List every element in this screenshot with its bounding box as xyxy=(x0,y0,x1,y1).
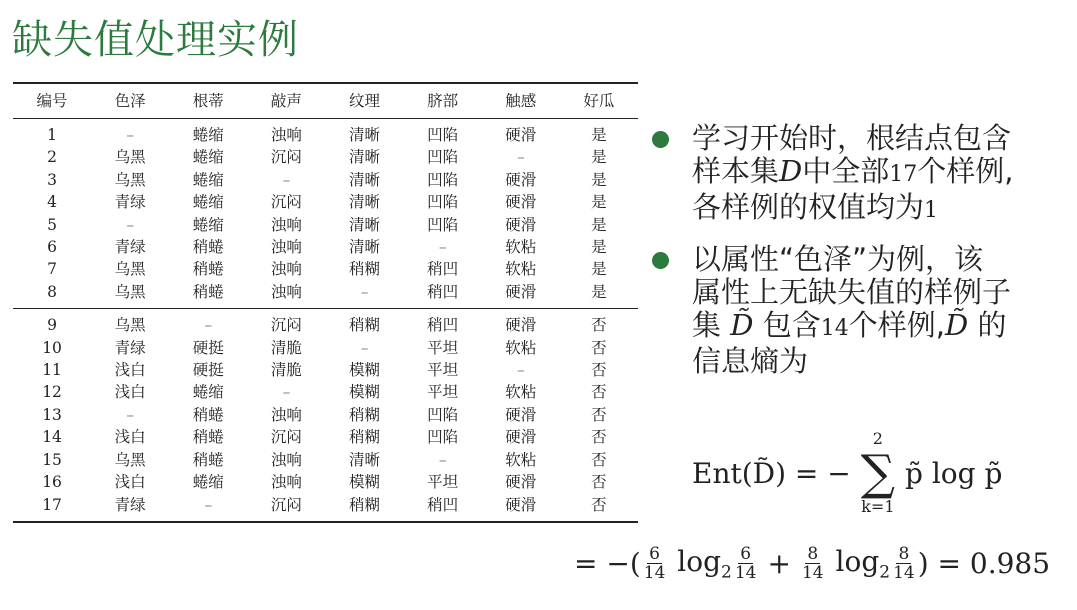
table-row xyxy=(13,337,638,359)
summation xyxy=(861,430,895,516)
table-cell: – xyxy=(126,126,135,144)
bullet-text: 中全部 xyxy=(802,154,890,188)
table-row xyxy=(13,236,638,258)
table-cell: 模糊 xyxy=(349,473,381,492)
table-row xyxy=(13,214,638,236)
table-cell: 是 xyxy=(591,193,607,212)
table-row xyxy=(13,359,638,381)
table-cell: 清脆 xyxy=(270,338,302,357)
table-cell: 凹陷 xyxy=(427,215,459,234)
table-cell: 清晰 xyxy=(349,126,381,144)
table-cell: – xyxy=(204,495,213,514)
frac-num: 6 xyxy=(649,544,660,565)
table-cell: 浊响 xyxy=(270,405,302,424)
table-cell: 硬挺 xyxy=(192,338,224,357)
table-row xyxy=(13,381,638,403)
table-cell: 青绿 xyxy=(114,338,146,357)
formula-rhs: p̃ log p̃ xyxy=(905,456,1003,490)
table-cell: 平坦 xyxy=(427,383,459,402)
math-var: D xyxy=(779,154,803,188)
table-cell: 浅白 xyxy=(114,428,146,447)
table-cell: 是 xyxy=(591,170,607,189)
table-cell: 否 xyxy=(591,405,607,424)
table-cell: 乌黑 xyxy=(114,316,146,335)
table-cell: 软粘 xyxy=(505,260,537,279)
table-cell: 模糊 xyxy=(349,383,381,402)
table-cell: 青绿 xyxy=(114,193,146,212)
table-cell: 是 xyxy=(591,282,607,301)
table-cell: 平坦 xyxy=(427,338,459,357)
table-cell: 是 xyxy=(591,238,607,257)
table-cell: 沉闷 xyxy=(270,193,302,212)
table-row xyxy=(13,494,638,522)
table-cell: 4 xyxy=(47,193,57,212)
formula-text: ) = 0.985 xyxy=(917,547,1051,581)
table-cell: 硬滑 xyxy=(505,126,537,144)
table-cell: 模糊 xyxy=(349,361,381,380)
table-row xyxy=(13,426,638,448)
bullet-dot-icon xyxy=(652,252,669,269)
table-cell: 否 xyxy=(591,450,607,469)
table-cell: 否 xyxy=(591,361,607,380)
col-header: 敲声 xyxy=(270,92,302,110)
table-cell: 沉闷 xyxy=(270,495,302,514)
table-cell: 凹陷 xyxy=(427,193,459,212)
table-cell: 蜷缩 xyxy=(192,170,224,189)
table-cell: 凹陷 xyxy=(427,148,459,167)
table-cell: 稍凹 xyxy=(427,495,459,514)
bullet-text: 的 xyxy=(977,308,1007,342)
table-cell: 2 xyxy=(47,148,57,167)
table-cell: 乌黑 xyxy=(114,260,146,279)
table-cell: 蜷缩 xyxy=(192,193,224,212)
table-cell: 是 xyxy=(591,215,607,234)
fraction xyxy=(644,545,666,582)
table-cell: 浅白 xyxy=(114,473,146,492)
table-cell: 硬挺 xyxy=(192,361,224,380)
table-cell: 浊响 xyxy=(270,126,302,144)
table-cell: 浊响 xyxy=(270,215,302,234)
table-row xyxy=(13,404,638,426)
table-cell: 稍蜷 xyxy=(192,238,224,257)
fraction xyxy=(893,545,915,582)
bullet-text: 各样例的权值均为 xyxy=(692,190,925,224)
table-cell: – xyxy=(360,338,369,357)
sum-lower: k=1 xyxy=(861,497,895,516)
table-cell: 稍糊 xyxy=(349,428,381,447)
table-cell: 浊响 xyxy=(270,473,302,492)
table-cell: 平坦 xyxy=(427,473,459,492)
table-cell: 凹陷 xyxy=(427,428,459,447)
table-cell: 浅白 xyxy=(114,361,146,380)
table-cell: 清晰 xyxy=(349,148,381,167)
table-cell: 1 xyxy=(47,126,57,144)
table-cell: 否 xyxy=(591,383,607,402)
table-cell: 浊响 xyxy=(270,238,302,257)
bullet-text: 样本集 xyxy=(692,154,780,188)
table-cell: 青绿 xyxy=(114,238,146,257)
table-cell: – xyxy=(438,238,447,257)
table-cell: 蜷缩 xyxy=(192,215,224,234)
table-cell: – xyxy=(438,450,447,469)
table-cell: 清晰 xyxy=(349,215,381,234)
sigma-icon: ∑ xyxy=(860,445,896,501)
table-cell: 软粘 xyxy=(505,383,537,402)
watermelon-dataset-table xyxy=(13,82,638,523)
col-header: 编号 xyxy=(36,92,68,110)
table-cell: 硬滑 xyxy=(505,215,537,234)
frac-den: 14 xyxy=(801,563,824,584)
frac-den: 14 xyxy=(893,563,915,584)
table-cell: 9 xyxy=(47,316,57,335)
table-row xyxy=(13,471,638,493)
bullet-list xyxy=(648,122,1068,394)
table-row xyxy=(13,449,638,471)
table-cell: 稍糊 xyxy=(349,405,381,424)
table-cell: 硬滑 xyxy=(505,405,537,424)
table-cell: 浊响 xyxy=(270,450,302,469)
table-cell: 清晰 xyxy=(349,450,381,469)
table-cell: 10 xyxy=(42,338,62,357)
col-header: 色泽 xyxy=(114,92,146,110)
table-row xyxy=(13,119,638,147)
bullet-number: 1 xyxy=(924,198,939,223)
table-cell: 稍蜷 xyxy=(192,450,224,469)
table-cell: 13 xyxy=(42,405,62,424)
table-cell: 乌黑 xyxy=(114,450,146,469)
table-cell: 青绿 xyxy=(114,495,146,514)
frac-num: 6 xyxy=(740,544,752,565)
frac-den: 14 xyxy=(643,563,666,584)
table-cell: 稍蜷 xyxy=(192,405,224,424)
bullet-text: 个样例, xyxy=(848,308,945,342)
bullet-text: 集 xyxy=(692,308,722,342)
table-cell: 清晰 xyxy=(349,238,381,257)
table-cell: 蜷缩 xyxy=(192,473,224,492)
table-row xyxy=(13,309,638,337)
table-cell: 8 xyxy=(47,282,57,301)
table-cell: 否 xyxy=(591,428,607,447)
table-cell: 15 xyxy=(42,450,62,469)
table-row xyxy=(13,146,638,168)
frac-num: 8 xyxy=(898,544,910,565)
table-cell: 7 xyxy=(47,260,57,279)
table-cell: 3 xyxy=(47,170,57,189)
table-cell: 硬滑 xyxy=(505,428,537,447)
table-cell: 清晰 xyxy=(349,193,381,212)
col-header: 好瓜 xyxy=(583,92,615,110)
fraction xyxy=(735,545,757,582)
table-cell: 否 xyxy=(591,495,607,514)
fraction xyxy=(802,545,824,582)
table-cell: 稍凹 xyxy=(427,282,459,301)
table-cell: 17 xyxy=(42,495,62,514)
table-cell: 是 xyxy=(591,126,607,144)
table-cell: 稍糊 xyxy=(349,495,381,514)
bad-melon-rows xyxy=(13,309,638,522)
table-cell: 稍蜷 xyxy=(192,282,224,301)
table-cell: 蜷缩 xyxy=(192,383,224,402)
table-cell: 硬滑 xyxy=(505,170,537,189)
table-cell: 凹陷 xyxy=(427,405,459,424)
formula-lhs: Ent(D̃) = − xyxy=(692,456,851,490)
bullet-number: 14 xyxy=(820,316,849,341)
table-row xyxy=(13,169,638,191)
table-cell: 沉闷 xyxy=(270,148,302,167)
table-cell: 16 xyxy=(42,473,62,492)
table-cell: 否 xyxy=(591,316,607,335)
table-cell: 沉闷 xyxy=(270,316,302,335)
table-cell: 软粘 xyxy=(505,450,537,469)
entropy-formula xyxy=(692,430,1002,516)
table-cell: 硬滑 xyxy=(505,495,537,514)
bullet-number: 17 xyxy=(889,162,918,187)
table-cell: 5 xyxy=(47,215,57,234)
table-cell: 软粘 xyxy=(505,238,537,257)
table-cell: 14 xyxy=(42,428,62,447)
table-cell: 稍蜷 xyxy=(192,428,224,447)
table-header-row xyxy=(13,83,638,119)
table-cell: 硬滑 xyxy=(505,282,537,301)
bullet-text: 学习开始时，根结点包含 xyxy=(692,121,1012,155)
table-cell: 6 xyxy=(47,238,57,257)
bullet-dot-icon xyxy=(652,131,669,148)
table-cell: 乌黑 xyxy=(114,170,146,189)
bullet-text: 信息熵为 xyxy=(692,344,809,378)
math-var: D̃ xyxy=(730,308,754,342)
table-cell: – xyxy=(126,215,135,234)
table-cell: 清晰 xyxy=(349,170,381,189)
table-cell: 硬滑 xyxy=(505,193,537,212)
table-cell: – xyxy=(204,316,213,335)
table-cell: 乌黑 xyxy=(114,282,146,301)
col-header: 脐部 xyxy=(427,92,459,110)
table-cell: 稍凹 xyxy=(427,260,459,279)
table-cell: 否 xyxy=(591,473,607,492)
table-cell: 稍糊 xyxy=(349,316,381,335)
formula-text: + xyxy=(767,547,791,581)
log-text: $\log_2$ xyxy=(826,545,891,583)
table-cell: 凹陷 xyxy=(427,170,459,189)
table-row xyxy=(13,281,638,309)
table-cell: 是 xyxy=(591,148,607,167)
table-cell: – xyxy=(282,170,291,189)
bullet-text: 属性上无缺失值的样例子 xyxy=(692,275,1012,309)
table-cell: 硬滑 xyxy=(505,316,537,335)
table-cell: 浊响 xyxy=(270,260,302,279)
table-cell: – xyxy=(126,405,135,424)
table-cell: 稍糊 xyxy=(349,260,381,279)
table-cell: 蜷缩 xyxy=(192,126,224,144)
formula-text: = −( xyxy=(574,547,641,581)
col-header: 触感 xyxy=(505,92,537,110)
entropy-result-formula xyxy=(574,545,1050,583)
bullet-text: 包含 xyxy=(762,308,821,342)
bullet-item xyxy=(648,122,1068,227)
col-header: 根蒂 xyxy=(192,92,224,110)
table-row xyxy=(13,191,638,213)
frac-den: 14 xyxy=(734,563,757,584)
sum-upper: 2 xyxy=(872,429,883,448)
table-cell: 平坦 xyxy=(427,361,459,380)
table-cell: 稍蜷 xyxy=(192,260,224,279)
table-cell: 否 xyxy=(591,338,607,357)
table-cell: – xyxy=(282,383,291,402)
bullet-text: 个样例, xyxy=(917,154,1014,188)
table-cell: 清脆 xyxy=(270,361,302,380)
good-melon-rows xyxy=(13,119,638,309)
table-row xyxy=(13,258,638,280)
bullet-item xyxy=(648,243,1068,378)
table-cell: – xyxy=(516,361,525,380)
col-header: 纹理 xyxy=(349,92,381,110)
table-cell: 蜷缩 xyxy=(192,148,224,167)
table-cell: 稍凹 xyxy=(427,316,459,335)
frac-num: 8 xyxy=(807,544,819,565)
table-cell: 乌黑 xyxy=(114,148,146,167)
table-cell: 12 xyxy=(42,383,62,402)
table-cell: 是 xyxy=(591,260,607,279)
table-cell: 浊响 xyxy=(270,282,302,301)
table-cell: 沉闷 xyxy=(270,428,302,447)
table-cell: 11 xyxy=(42,361,62,380)
log-text: $\log_2$ xyxy=(668,545,732,583)
table-cell: – xyxy=(360,282,369,301)
table-cell: – xyxy=(516,148,525,167)
table-cell: 浅白 xyxy=(114,383,146,402)
table-cell: 硬滑 xyxy=(505,473,537,492)
table-cell: 软粘 xyxy=(505,338,537,357)
math-var: D̃ xyxy=(944,308,969,342)
bullet-text: 以属性“色泽”为例，该 xyxy=(692,242,984,276)
page-title: 缺失值处理实例 xyxy=(12,17,299,63)
table-cell: 凹陷 xyxy=(427,126,459,144)
